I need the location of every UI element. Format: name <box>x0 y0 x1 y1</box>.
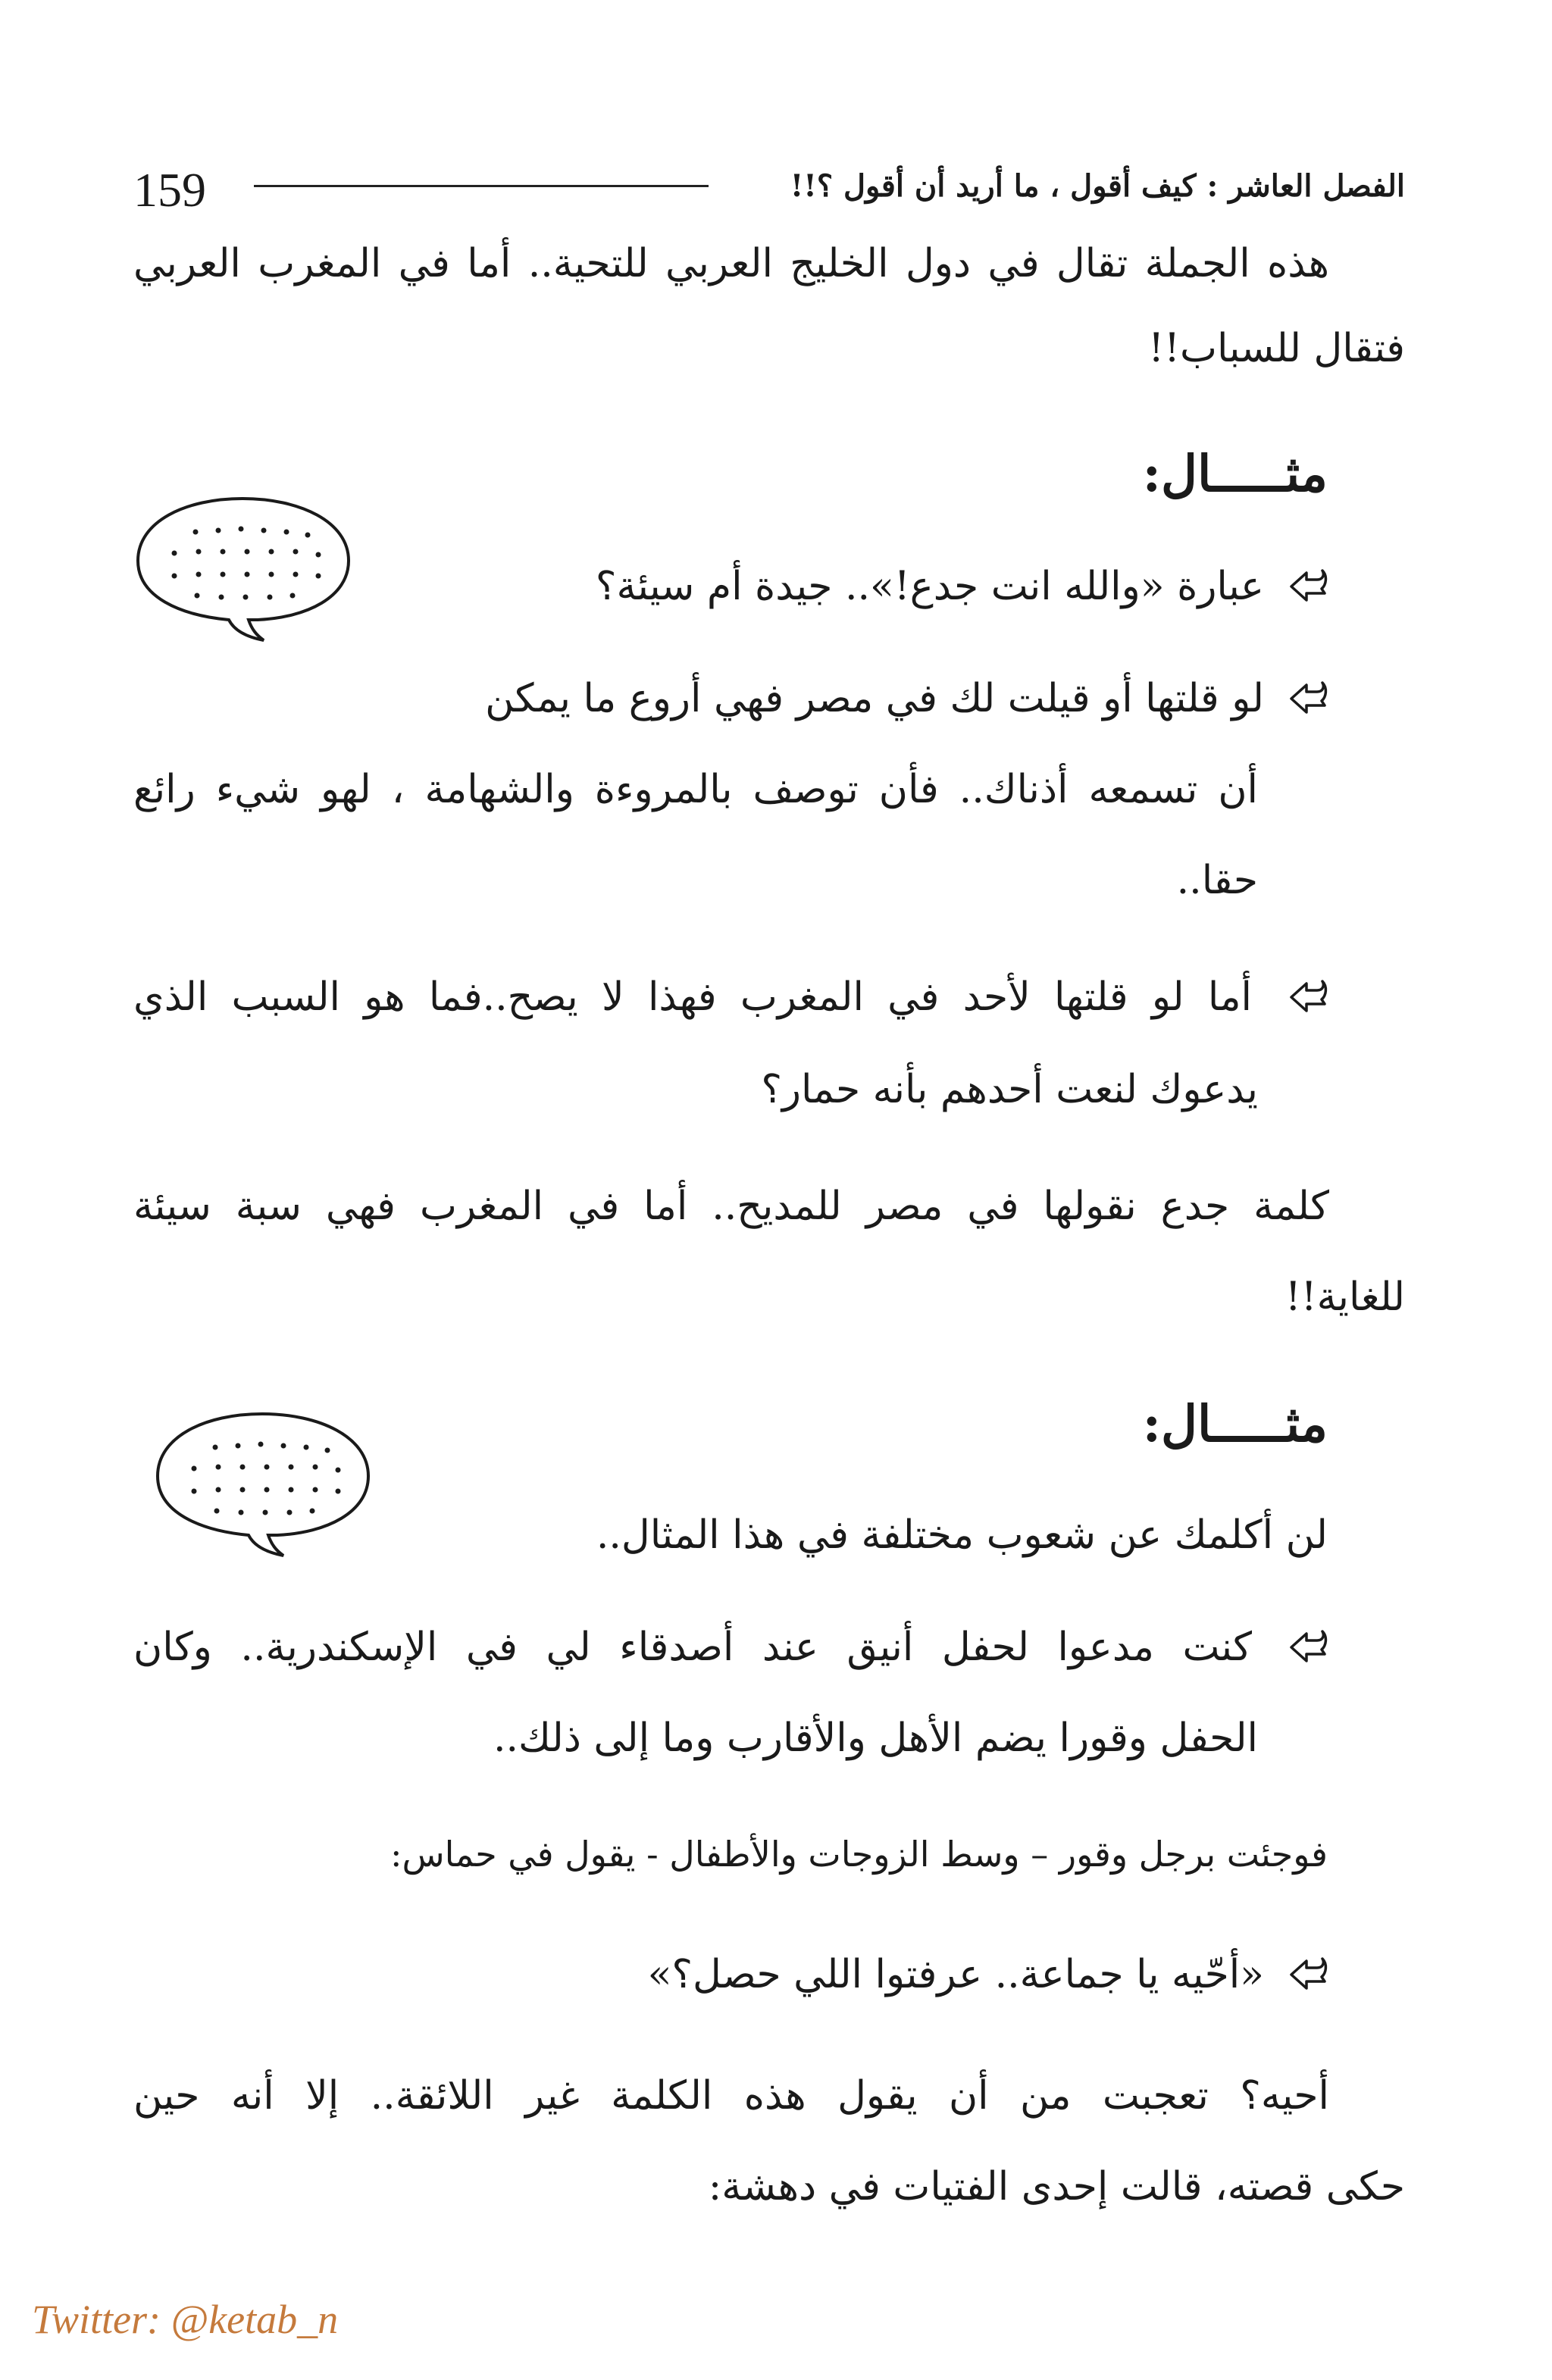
page-number: 159 <box>133 163 206 217</box>
example1-bullet1: عبارة «والله انت جدع!».. جيدة أم سيئة؟ <box>595 564 1264 609</box>
example2-bullet1-line1: كنت مدعوا لحفل أنيق عند أصدقاء لي في الإسكندرية.. وكان <box>133 1625 1252 1670</box>
header-rule <box>254 185 709 187</box>
example-heading-2: مثـــــال: <box>1142 1394 1328 1453</box>
speech-bubble-icon <box>129 485 356 644</box>
example2-paragraph1: فوجئت برجل وقور – وسط الزوجات والأطفال - يقول في حماس: <box>390 1834 1328 1875</box>
example1-bullet2-line1: لو قلتها أو قيلت لك في مصر فهي أروع ما يمكن <box>485 676 1264 721</box>
example1-paragraph-line1: كلمة جدع نقولها في مصر للمديح.. أما في المغرب فهي سبة سيئة <box>133 1184 1329 1229</box>
example2-paragraph2-line2: حكى قصته، قالت إحدى الفتيات في دهشة: <box>708 2164 1405 2210</box>
arrow-bullet-icon <box>1288 1628 1328 1667</box>
example1-bullet2-line3: حقا.. <box>1176 858 1258 903</box>
example1-bullet3-line2: يدعوك لنعت أحدهم بأنه حمار؟ <box>761 1067 1258 1112</box>
example2-bullet1-line2: الحفل وقورا يضم الأهل والأقارب وما إلى ذلك.. <box>493 1715 1258 1761</box>
arrow-bullet-icon <box>1288 567 1328 606</box>
arrow-bullet-icon <box>1288 679 1328 718</box>
arrow-bullet-icon <box>1288 977 1328 1017</box>
example1-bullet3-line1: أما لو قلتها لأحد في المغرب فهذا لا يصح..فما هو السبب الذي <box>133 974 1252 1020</box>
arrow-bullet-icon <box>1288 1955 1328 1994</box>
intro-line-2: فتقال للسباب!! <box>1148 326 1405 371</box>
example2-paragraph2-line1: أحيه؟ تعجبت من أن يقول هذه الكلمة غير اللائقة.. إلا أنه حين <box>133 2073 1329 2119</box>
example1-bullet2-line2: أن تسمعه أذناك.. فأن توصف بالمروءة والشهامة ، لهو شيء رائع <box>133 767 1258 812</box>
example-heading-1: مثـــــال: <box>1142 444 1328 503</box>
example2-bullet2: «أحّيه يا جماعة.. عرفتوا اللي حصل؟» <box>647 1952 1264 1997</box>
speech-bubble-icon <box>149 1400 376 1559</box>
watermark: Twitter: @ketab_n <box>32 2297 339 2342</box>
example2-intro: لن أكلمك عن شعوب مختلفة في هذا المثال.. <box>596 1512 1328 1558</box>
example1-paragraph-line2: للغاية!! <box>1284 1274 1405 1320</box>
intro-line-1: هذه الجملة تقال في دول الخليج العربي للتحية.. أما في المغرب العربي <box>133 241 1329 286</box>
running-header: الفصل العاشر : كيف أقول ، ما أريد أن أقول ؟!! <box>790 168 1405 204</box>
